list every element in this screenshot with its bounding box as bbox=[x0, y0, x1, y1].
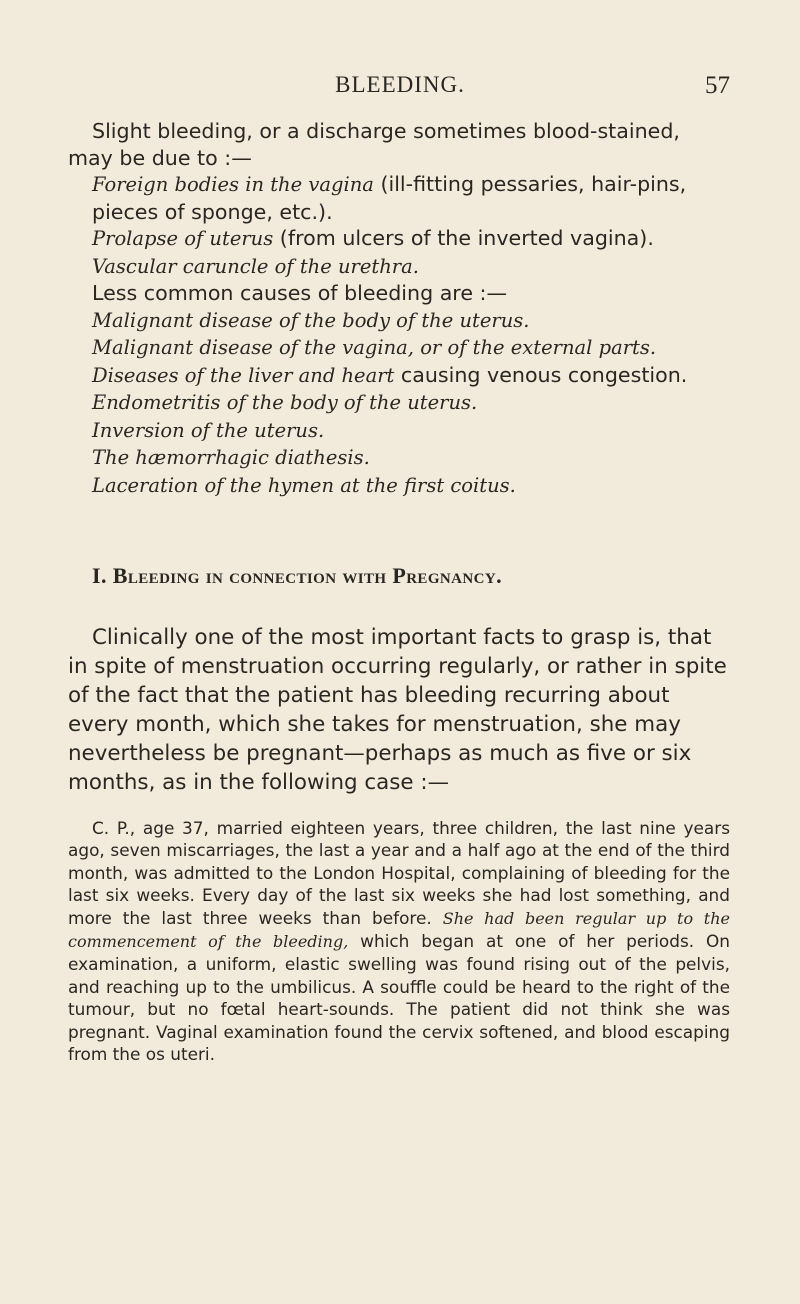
list-item bbox=[68, 472, 730, 500]
less-common-list bbox=[68, 307, 730, 500]
main-paragraph: Clinically one of the most important facts to grasp is, that in spite of menstruation occurring regularly, or rather in spite of the fact that the patient has bleeding recurring about every month, which she takes for menstruation, she may nevertheless be pregnant—perhaps as much as five or six months, as in the following case :— bbox=[68, 625, 727, 795]
list-item bbox=[68, 389, 730, 417]
cause-detail: (from ulcers of the inverted vagina). bbox=[273, 226, 654, 250]
cause-term: The hæmorrhagic diathesis. bbox=[92, 446, 370, 469]
section-title: Bleeding in connection with Pregnancy. bbox=[112, 563, 502, 588]
intro-paragraph: Slight bleeding, or a discharge sometimes blood-stained, may be due to :— bbox=[68, 119, 680, 170]
page-body bbox=[68, 118, 730, 1082]
section-number: I. bbox=[92, 563, 107, 588]
cause-term: Diseases of the liver and heart bbox=[92, 363, 395, 387]
cause-term: Foreign bodies in the vagina bbox=[92, 173, 374, 196]
cause-term: Prolapse of uterus bbox=[92, 227, 274, 250]
running-title: BLEEDING. bbox=[335, 72, 465, 97]
list-item bbox=[68, 225, 730, 253]
list-item bbox=[68, 362, 730, 390]
cause-term: Vascular caruncle of the urethra. bbox=[92, 254, 419, 278]
causes-list bbox=[68, 171, 730, 280]
page-number: 57 bbox=[705, 72, 730, 99]
cause-term: Malignant disease of the vagina, or of the external parts. bbox=[92, 336, 657, 359]
cause-term: Inversion of the uterus. bbox=[92, 418, 325, 442]
cause-term: Malignant disease of the body of the uterus. bbox=[92, 308, 530, 332]
cause-detail: (ill-fitting pessaries, hair-pins, pieces of sponge, etc.). bbox=[92, 172, 687, 224]
case-text-part2: which began at one of her periods. On examination, a uniform, elastic swelling was found rising out of the pelvis, and reaching up to the umbilicus. A souffle could be heard to the right of the tumour, but no fœtal heart-sounds. The patient did not think she was pregnant. Vaginal examination found the cervix softened, and blood escaping from the os uteri. bbox=[68, 931, 731, 1065]
cause-detail: causing venous congestion. bbox=[394, 362, 688, 387]
list-item bbox=[68, 444, 730, 472]
cause-term: Laceration of the hymen at the first coitus. bbox=[92, 473, 516, 497]
case-emphasis: She had been regular up to the commencement of the bleeding, bbox=[68, 908, 730, 952]
list-item bbox=[68, 171, 730, 225]
page-header bbox=[0, 72, 800, 106]
cause-term: Endometritis of the body of the uterus. bbox=[92, 391, 478, 414]
case-report bbox=[68, 817, 730, 1065]
case-text-part1: C. P., age 37, married eighteen years, three children, the last nine years ago, seven miscarriages, the last a year and a half ago at the end of the third month, was admitted to the London Hospital, complaining of bleeding for the last six weeks. Every day of the last six weeks she had lost something, and more the last three weeks than before. bbox=[68, 818, 730, 928]
list-item bbox=[68, 307, 730, 335]
list-item bbox=[68, 253, 730, 281]
list-item bbox=[68, 334, 730, 362]
less-common-intro: Less common causes of bleeding are :— bbox=[92, 281, 508, 305]
list-item bbox=[68, 417, 730, 445]
section-heading bbox=[68, 563, 730, 589]
